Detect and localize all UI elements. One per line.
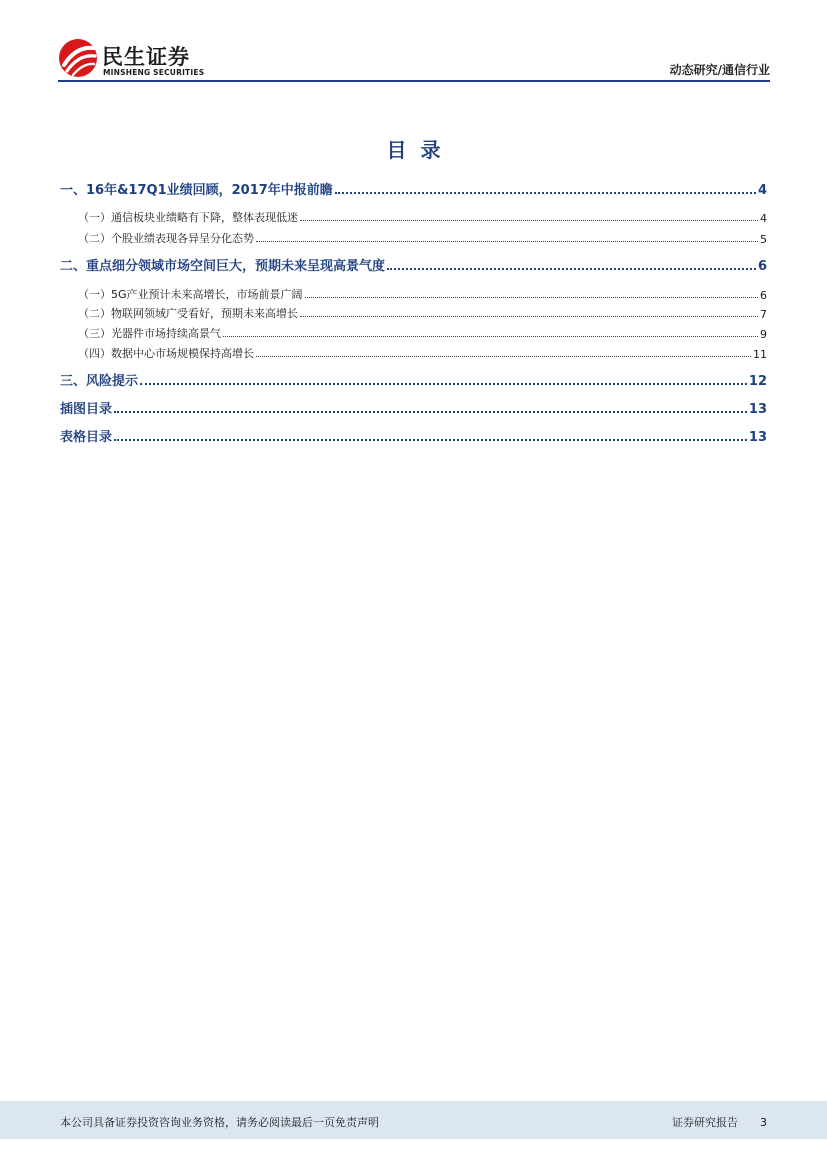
toc-entry-label: （二）物联网领域广受看好，预期未来高增长 [78, 307, 298, 320]
toc-title: 目录 [386, 138, 455, 162]
toc-entry-page: 5 [760, 233, 767, 246]
toc-entry-page: 13 [748, 430, 767, 445]
toc-entry[interactable] [60, 284, 767, 302]
toc-entry-page: 6 [760, 289, 767, 302]
toc-entry-label: （三）光器件市场持续高景气 [78, 327, 221, 340]
toc-entry-label: （四）数据中心市场规模保持高增长 [78, 347, 254, 360]
report-category: 动态研究/通信行业 [669, 63, 770, 77]
minsheng-logo-icon [58, 38, 98, 78]
toc-entry-label: 三、风险提示 [60, 374, 139, 389]
toc-entry-page: 11 [753, 348, 767, 361]
header-divider [58, 80, 770, 82]
toc-entry-label: （一）5G产业预计未来高增长，市场前景广阔 [78, 288, 303, 301]
toc-leader [335, 178, 756, 194]
toc-leader [256, 228, 758, 242]
footer-doc-type: 证券研究报告 [672, 1116, 738, 1129]
toc-leader [223, 323, 758, 337]
toc-entry[interactable] [60, 343, 767, 361]
page-header [58, 34, 770, 80]
toc-entry[interactable] [60, 303, 767, 321]
toc-entry[interactable] [60, 228, 767, 246]
toc-entry-page: 13 [748, 402, 767, 417]
toc-entry-page: 4 [757, 183, 767, 198]
toc-leader [300, 303, 758, 317]
toc-entry-page: 4 [760, 212, 767, 225]
toc-entry-page: 12 [748, 374, 767, 389]
toc-entry-label: 一、16年&17Q1业绩回顾，2017年中报前瞻 [60, 183, 333, 198]
toc-entry-label: 二、重点细分领域市场空间巨大，预期未来呈现高景气度 [60, 259, 386, 274]
footer-meta [672, 1114, 767, 1130]
toc-entry[interactable] [60, 371, 767, 389]
toc-entry-label: （一）通信板块业绩略有下降，整体表现低迷 [78, 211, 298, 224]
toc-entry[interactable] [60, 207, 767, 225]
brand-logo [58, 38, 208, 78]
toc-leader [140, 369, 747, 385]
brand-name-en: MINSHENG SECURITIES [103, 68, 205, 77]
toc-leader [300, 207, 758, 221]
toc-entry-label: 表格目录 [60, 430, 113, 445]
toc-entry-label: （二）个股业绩表现各异呈分化态势 [78, 232, 254, 245]
toc-leader [387, 254, 756, 270]
toc-leader [114, 425, 747, 441]
brand-name-cn: 民生证券 [102, 45, 190, 69]
footer-disclaimer: 本公司具备证券投资咨询业务资格，请务必阅读最后一页免责声明 [60, 1116, 379, 1129]
toc-entry-page: 9 [760, 328, 767, 341]
toc-leader [114, 397, 747, 413]
toc-entry[interactable] [60, 399, 767, 417]
toc-entry-page: 6 [757, 259, 767, 274]
toc-entry[interactable] [60, 180, 767, 198]
toc-entry-page: 7 [760, 308, 767, 321]
footer-page-number: 3 [760, 1116, 767, 1129]
toc-entry[interactable] [60, 427, 767, 445]
toc-leader [256, 343, 751, 357]
toc-entry[interactable] [60, 256, 767, 274]
toc-entry[interactable] [60, 323, 767, 341]
page-footer [0, 1101, 827, 1139]
toc-leader [305, 284, 758, 298]
toc-entry-label: 插图目录 [60, 402, 113, 417]
